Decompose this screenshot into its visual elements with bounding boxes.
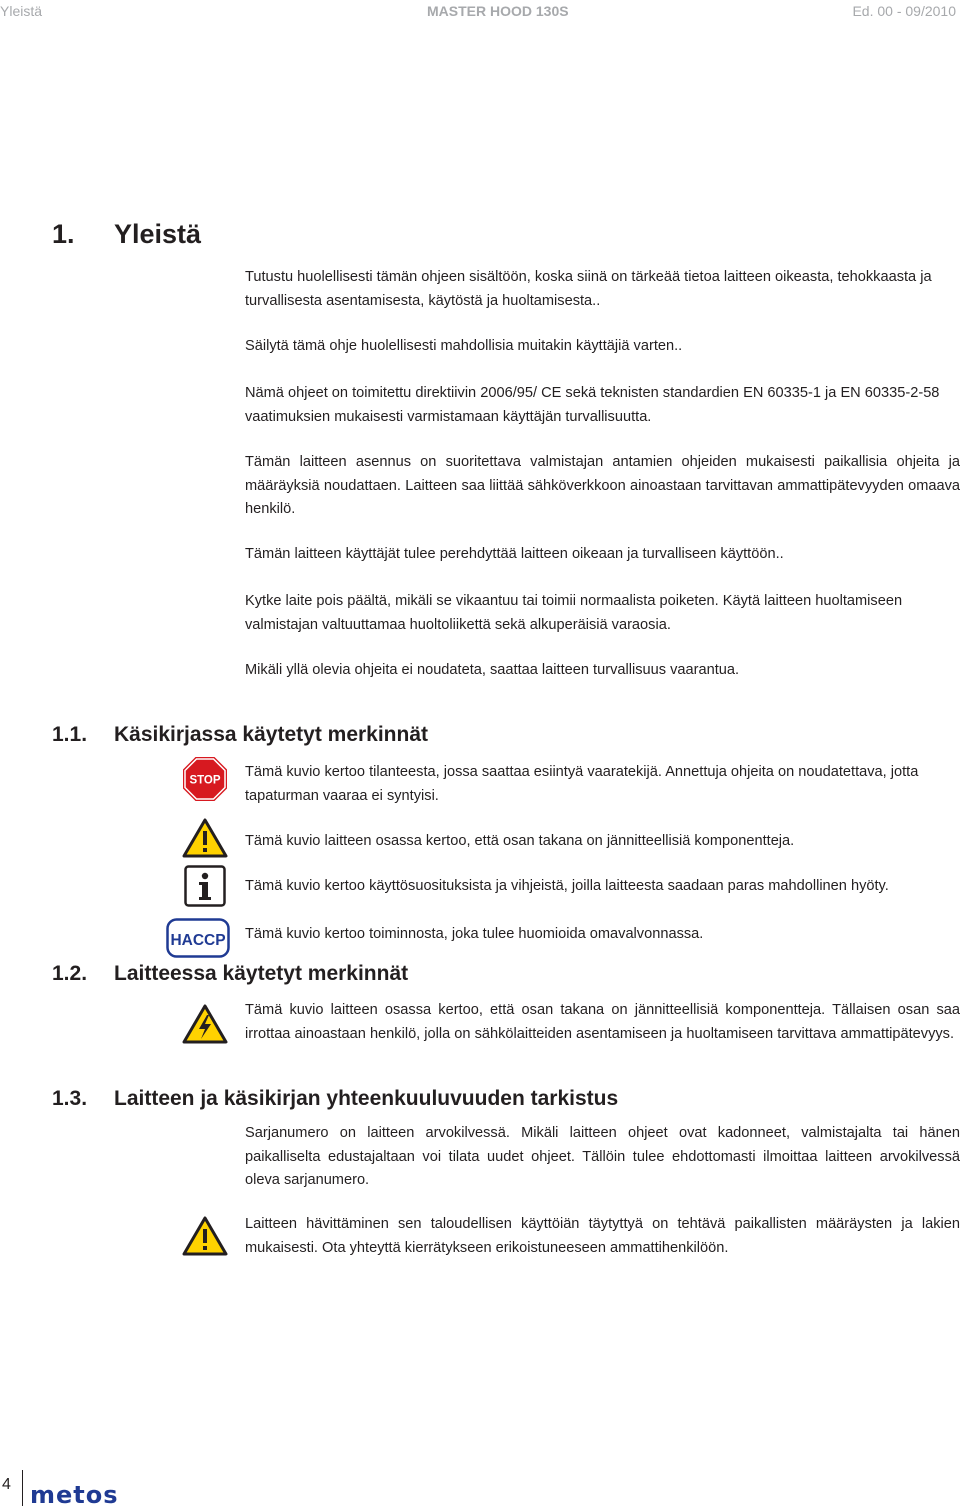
haccp-icon — [166, 918, 230, 958]
metos-logo — [30, 1484, 152, 1506]
section-1-1-number: 1.1. — [52, 723, 88, 746]
electrical-hazard-icon — [182, 1004, 228, 1044]
tips-description: Tämä kuvio kertoo käyttösuosituksista ja vihjeistä, joilla laitteesta saadaan paras mahdollinen hyöty. — [245, 878, 889, 894]
header-section-label: Yleistä — [0, 3, 43, 19]
stop-sign-text: STOP — [189, 774, 221, 787]
stop-sign-icon — [182, 756, 228, 802]
section-1-2-title: Laitteessa käytetyt merkinnät — [114, 962, 409, 985]
haccp-description: Tämä kuvio kertoo toiminnosta, joka tulee huomioida omavalvonnassa. — [245, 926, 704, 942]
section-1-3-number: 1.3. — [52, 1087, 88, 1110]
warning-triangle-icon — [182, 818, 228, 858]
training-paragraph: Tämän laitteen käyttäjät tulee perehdyttää laitteen oikeaan ja turvalliseen käyttöön.. — [245, 546, 784, 562]
live-parts-description: Tämä kuvio laitteen osassa kertoo, että osan takana on jännitteellisiä komponentteja. — [245, 833, 795, 849]
section-1-1-title: Käsikirjassa käytetyt merkinnät — [114, 723, 429, 746]
directive-paragraph: Nämä ohjeet on toimitettu direktiivin 2006/95/ CE sekä teknisten standardien EN 60335-1 ja EN 60335-2-58 vaatimuksien mukaisesti varmistamaan käyttäjän turvallisuutta. — [245, 385, 940, 425]
page-header — [0, 0, 960, 24]
header-product-name: MASTER HOOD 130S — [427, 3, 569, 19]
section-1-number: 1. — [52, 219, 75, 249]
page-number: 4 — [2, 1476, 11, 1493]
keep-manual-paragraph: Säilytä tämä ohje huolellisesti mahdollisia muitakin käyttäjiä varten.. — [245, 338, 683, 354]
disposal-warning-icon — [182, 1216, 228, 1256]
header-edition: Ed. 00 - 09/2010 — [852, 3, 956, 19]
section-1-title: Yleistä — [114, 219, 202, 249]
info-icon — [184, 865, 226, 907]
intro-paragraph: Tutustu huolellisesti tämän ohjeen sisältöön, koska siinä on tärkeää tietoa laitteen oikeasta, tehokkaasta ja turvallisesta asentamisesta, käytöstä ja huoltamisesta.. — [245, 269, 932, 309]
footer-divider — [22, 1470, 23, 1506]
device-live-parts-description: Tämä kuvio laitteen osassa kertoo, että osan takana on jännitteellisiä komponentteja. Tällaisen osan saa irrottaa ainoastaan henkilö, jolla on sähkölaitteiden asentamiseen ja huoltamiseen tarvittava ammattipätevyys. — [245, 1002, 960, 1042]
stop-description: Tämä kuvio kertoo tilanteesta, jossa saattaa esiintyä vaaratekijä. Annettuja ohjeita on noudatettava, jotta tapaturman vaaraa ei syntyisi. — [245, 764, 919, 804]
section-1-2-number: 1.2. — [52, 962, 88, 985]
serial-number-paragraph: Sarjanumero on laitteen arvokilvessä. Mikäli laitteen ohjeet ovat kadonneet, valmistajalta tai hänen paikalliselta edustajaltaan voi tilata uudet ohjeet. Tällöin tulee ehdottomasti ilmoittaa laitteen arvokilvessä oleva sarjanumero. — [245, 1125, 960, 1188]
haccp-text: HACCP — [170, 932, 226, 949]
safety-risk-paragraph: Mikäli yllä olevia ohjeita ei noudateta, saattaa laitteen turvallisuus vaarantua. — [245, 662, 740, 678]
section-1-3-title: Laitteen ja käsikirjan yhteenkuuluvuuden tarkistus — [114, 1087, 619, 1110]
malfunction-paragraph: Kytke laite pois päältä, mikäli se vikaantuu tai toimii normaalista poiketen. Käytä laitteen huoltamiseen valmistajan valtuuttamaa huoltoliikettä sekä alkuperäisiä varaosia. — [245, 593, 903, 633]
installation-paragraph: Tämän laitteen asennus on suoritettava valmistajan antamien ohjeiden mukaisesti paikallisia ohjeita ja määräyksiä noudattaen. Laitteen saa liittää sähköverkkoon ainoastaan tarvittavan ammattipätevyyden omaava henkilö. — [245, 454, 960, 517]
metos-logo-text: metos — [30, 1484, 119, 1506]
disposal-paragraph: Laitteen hävittäminen sen taloudellisen käyttöiän täytyttyä on tehtävä paikallisten määräysten ja lakien mukaisesti. Ota yhteyttä kierrätykseen erikoistuneeseen ammattihenkilöön. — [245, 1216, 960, 1256]
